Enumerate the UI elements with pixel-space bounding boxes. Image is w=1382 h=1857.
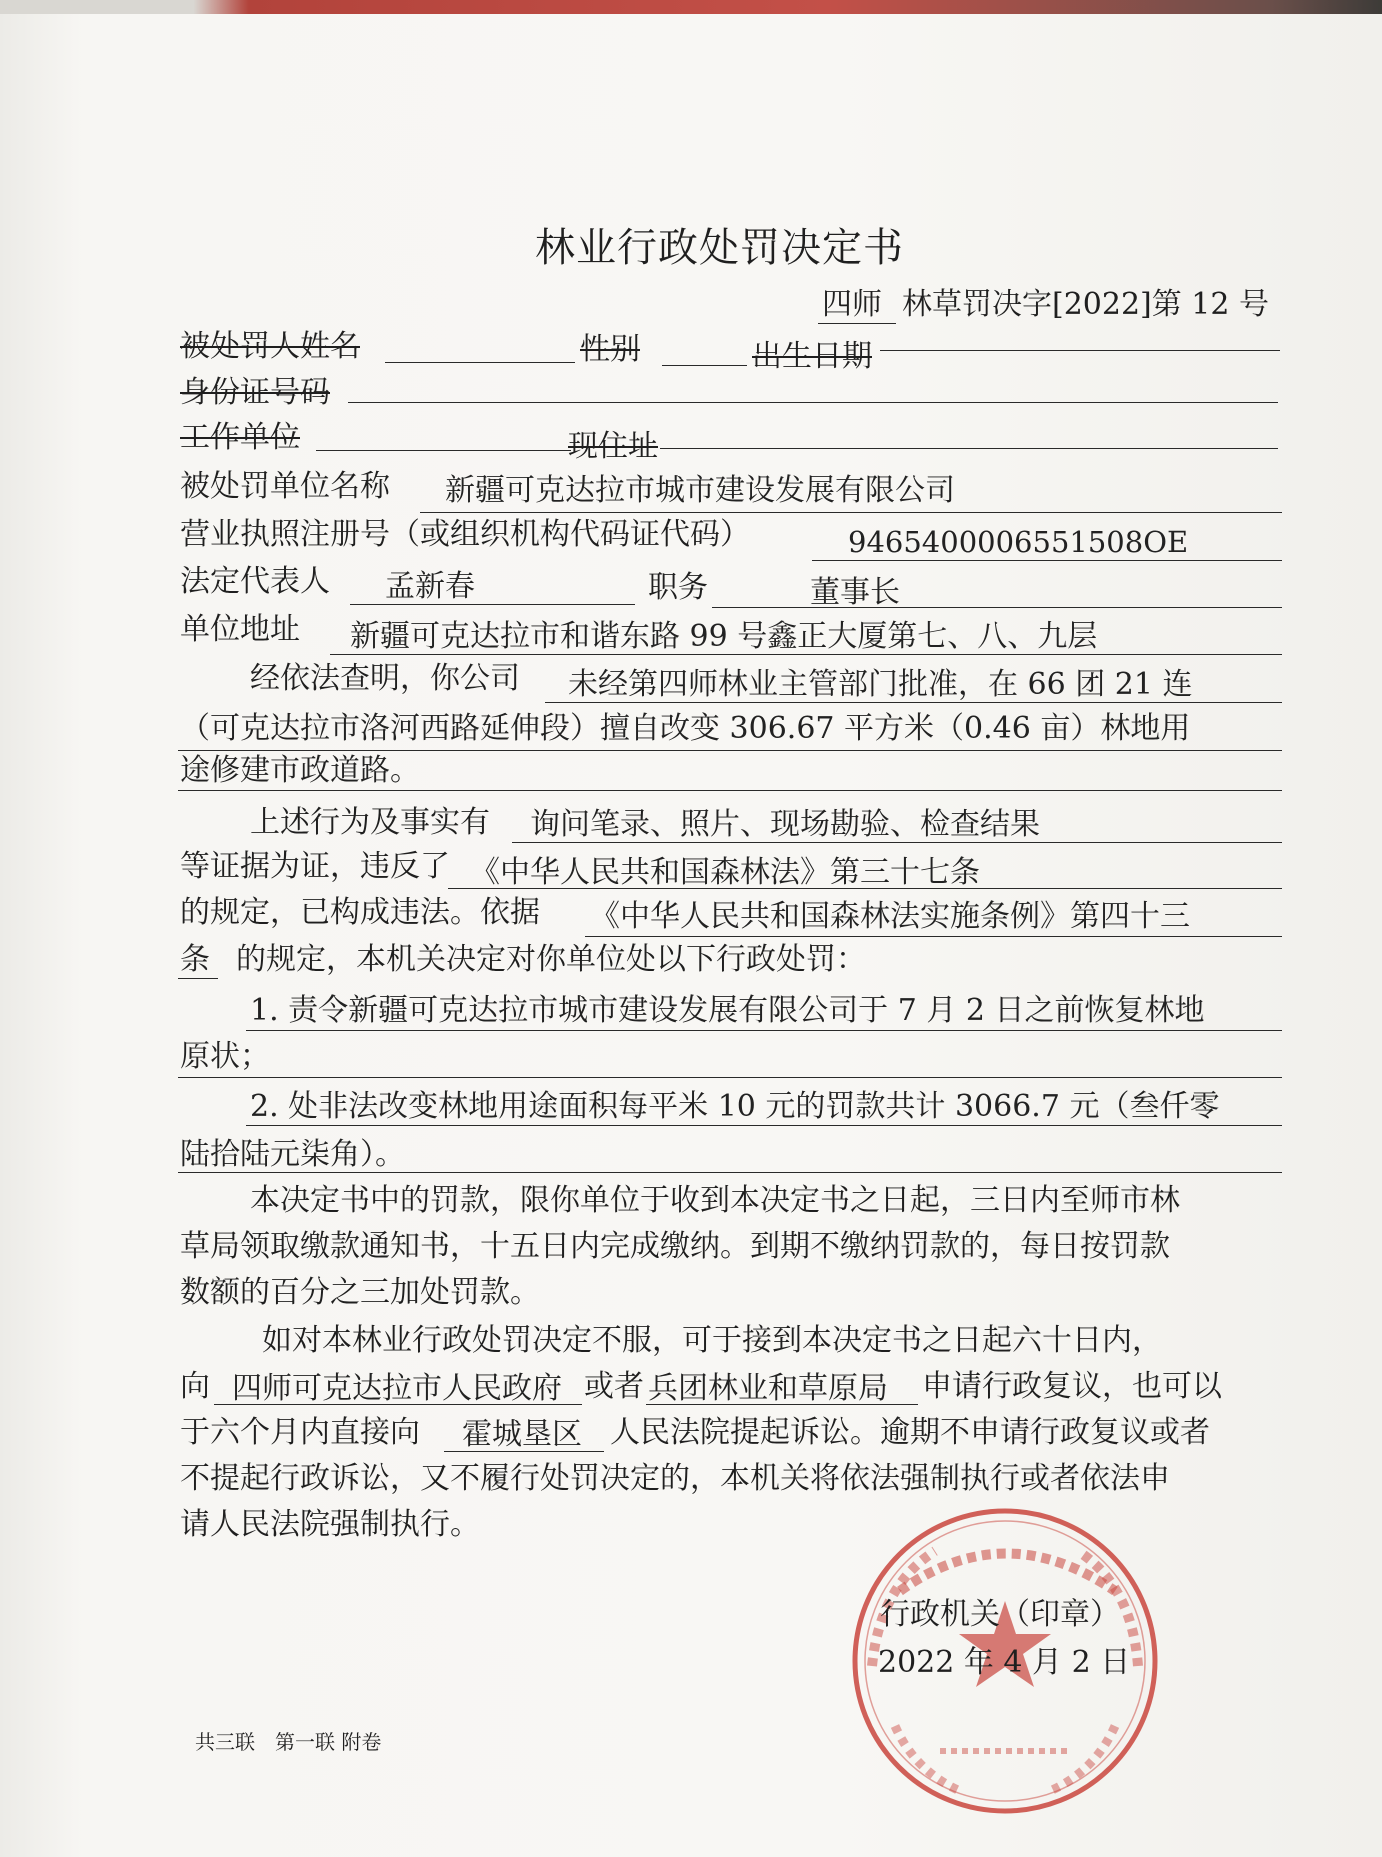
evidence-lead: 上述行为及事实有: [250, 805, 490, 840]
appeal-court-underline: [444, 1451, 604, 1452]
penalty-item1b-underline: [178, 1077, 1282, 1078]
facts-lead: 经依法查明，你公司: [250, 661, 520, 696]
appeal-line5: 请人民法院强制执行。: [180, 1507, 480, 1542]
law2-underline: [585, 936, 1282, 937]
law1-underline: [448, 888, 1282, 889]
payment-line2: 草局领取缴款通知书，十五日内完成缴纳。到期不缴纳罚款的，每日按罚款: [180, 1229, 1170, 1264]
facts-line3-underline: [178, 790, 1282, 791]
facts-line1: 未经第四师林业主管部门批准，在 66 团 21 连: [568, 667, 1193, 702]
doc-number: 林草罚决字[2022]第 12 号: [902, 287, 1270, 322]
person-id-label: 身份证号码: [180, 375, 330, 410]
position-line: [712, 607, 1282, 608]
person-birth-line: [880, 350, 1280, 351]
person-addr-label: 现住址: [568, 429, 658, 464]
address-value: 新疆可克达拉市和谐东路 99 号鑫正大厦第七、八、九层: [350, 619, 1098, 654]
penalty-item2a-underline: [246, 1125, 1282, 1126]
appeal-line2-tail: 申请行政复议，也可以: [922, 1369, 1222, 1404]
penalty-item1a-underline: [246, 1030, 1282, 1031]
appeal-org1-underline: [214, 1404, 582, 1405]
rep-label: 法定代表人: [180, 564, 330, 599]
law1: 《中华人民共和国森林法》第三十七条: [470, 855, 980, 890]
doc-issuer-underline: [818, 323, 896, 324]
rep-line: [350, 604, 635, 605]
penalty-item1b: 原状；: [180, 1039, 270, 1074]
evidence-line4-tail: 的规定，本机关决定对你单位处以下行政处罚：: [236, 942, 866, 977]
copy-footer: 共三联 第一联 附卷: [195, 1730, 382, 1754]
facts-line3: 途修建市政道路。: [180, 753, 420, 788]
unit-name-line: [420, 512, 1282, 513]
person-work-line: [316, 450, 571, 451]
signature-date: 2022 年 4 月 2 日: [878, 1645, 1131, 1680]
payment-line3: 数额的百分之三加处罚款。: [180, 1275, 540, 1310]
penalty-item2a: 2. 处非法改变林地用途面积每平米 10 元的罚款共计 3066.7 元（叁仟零: [250, 1089, 1220, 1124]
document-title: 林业行政处罚决定书: [535, 225, 904, 271]
appeal-line1: 如对本林业行政处罚决定不服，可于接到本决定书之日起六十日内，: [262, 1323, 1162, 1358]
law2-continued-underline: [178, 978, 218, 979]
penalty-item2b-underline: [178, 1172, 1282, 1173]
signature-org: 行政机关（印章）: [880, 1597, 1120, 1632]
appeal-or: 或者: [584, 1369, 644, 1404]
facts-line1-underline: [545, 702, 1282, 703]
appeal-org2-underline: [646, 1404, 918, 1405]
person-gender-label: 性别: [580, 332, 640, 367]
license-label: 营业执照注册号（或组织机构代码证代码）: [180, 517, 750, 552]
payment-line1: 本决定书中的罚款，限你单位于收到本决定书之日起，三日内至师市林: [250, 1183, 1180, 1218]
appeal-court: 霍城垦区: [462, 1417, 582, 1452]
license-line: [812, 560, 1282, 561]
position-label: 职务: [648, 570, 708, 605]
penalty-item1a: 1. 责令新疆可克达拉市城市建设发展有限公司于 7 月 2 日之前恢复林地: [250, 993, 1205, 1028]
evidence-value: 询问笔录、照片、现场勘验、检查结果: [530, 807, 1040, 842]
person-birth-label: 出生日期: [752, 339, 872, 374]
appeal-line3-tail: 人民法院提起诉讼。逾期不申请行政复议或者: [610, 1415, 1210, 1450]
appeal-line3-lead: 于六个月内直接向: [180, 1415, 420, 1450]
person-name-line: [385, 362, 575, 363]
appeal-line4: 不提起行政诉讼，又不履行处罚决定的，本机关将依法强制执行或者依法申: [180, 1461, 1170, 1496]
scan-top-edge: [0, 0, 1382, 14]
appeal-org2: 兵团林业和草原局: [648, 1371, 888, 1406]
evidence-line2-lead: 等证据为证，违反了: [180, 849, 450, 884]
position-value: 董事长: [810, 575, 900, 610]
unit-name-label: 被处罚单位名称: [180, 469, 390, 504]
license-value: 9465400006551508OE: [848, 525, 1189, 559]
person-work-label: 工作单位: [180, 420, 300, 455]
address-label: 单位地址: [180, 612, 300, 647]
person-id-line: [348, 402, 1278, 403]
facts-line2-underline: [178, 750, 1282, 751]
address-line: [330, 654, 1282, 655]
facts-line2: （可克达拉市洛河西路延伸段）擅自改变 306.67 平方米（0.46 亩）林地用: [180, 711, 1191, 746]
unit-name-value: 新疆可克达拉市城市建设发展有限公司: [445, 473, 955, 508]
evidence-underline: [512, 842, 1282, 843]
person-addr-line: [660, 448, 1278, 449]
rep-value: 孟新春: [385, 569, 475, 604]
person-name-label: 被处罚人姓名: [180, 329, 360, 364]
person-gender-line: [662, 365, 747, 366]
appeal-line2-lead: 向: [180, 1369, 210, 1404]
appeal-org1: 四师可克达拉市人民政府: [232, 1371, 562, 1406]
law2-continued: 条: [180, 942, 210, 977]
law2: 《中华人民共和国森林法实施条例》第四十三: [590, 899, 1190, 934]
evidence-line3-lead: 的规定，已构成违法。依据: [180, 895, 540, 930]
penalty-item2b: 陆拾陆元柒角）。: [180, 1137, 405, 1172]
doc-issuer: 四师: [822, 287, 882, 322]
